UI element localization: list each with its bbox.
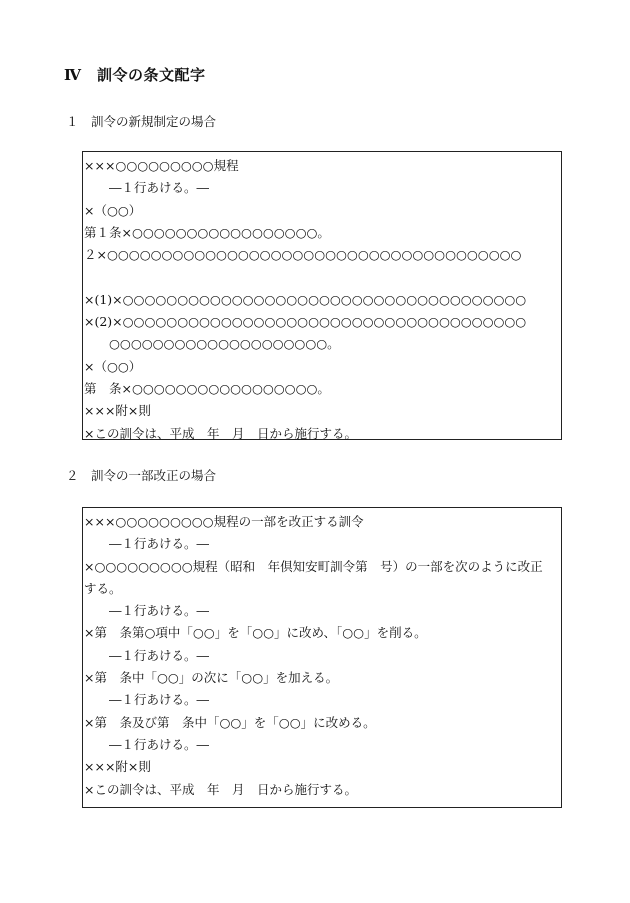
text-line: ―１行あける。― xyxy=(84,736,210,752)
text-line: ―１行あける。― xyxy=(84,180,210,196)
text-line: 第 条×○○○○○○○○○○○○○○○○○。 xyxy=(84,380,330,396)
text-line: ×この訓令は、平成 年 月 日から施行する。 xyxy=(84,425,357,441)
text-line: ×第 条中「○○」の次に「○○」を加える。 xyxy=(84,670,339,686)
text-line: ×（○○） xyxy=(84,202,142,218)
section-heading-amendment: ２ 訓令の一部改正の場合 xyxy=(66,468,217,483)
page-title: Ⅳ 訓令の条文配字 xyxy=(64,66,206,84)
section-heading-new: １ 訓令の新規制定の場合 xyxy=(66,114,217,129)
text-line: ×××○○○○○○○○○規程 xyxy=(84,158,239,173)
text-line: ×(1)×○○○○○○○○○○○○○○○○○○○○○○○○○○○○○○○○○○○○○ xyxy=(84,291,527,307)
text-line: ―１行あける。― xyxy=(84,692,210,708)
text-line: ×（○○） xyxy=(84,358,142,374)
text-line: 第１条×○○○○○○○○○○○○○○○○○。 xyxy=(84,224,330,240)
text-line: ×この訓令は、平成 年 月 日から施行する。 xyxy=(84,781,357,797)
text-line: ×第 条及び第 条中「○○」を「○○」に改める。 xyxy=(84,714,376,730)
text-line: ―１行あける。― xyxy=(84,647,210,663)
text-line: ×○○○○○○○○○規程（昭和 年倶知安町訓令第 号）の一部を次のように改正 xyxy=(84,558,543,574)
text-line: ×××附×則 xyxy=(84,403,151,419)
text-line: ×××○○○○○○○○○規程の一部を改正する訓令 xyxy=(84,514,364,529)
text-line: ―１行あける。― xyxy=(84,536,210,552)
text-line: ―１行あける。― xyxy=(84,603,210,619)
new-enactment-example-box xyxy=(82,151,562,440)
text-line: する。 xyxy=(84,580,122,596)
text-line: ×第 条第○項中「○○」を「○○」に改め、「○○」を削る。 xyxy=(84,625,427,641)
text-line: ×××附×則 xyxy=(84,759,151,775)
text-line: ×(2)×○○○○○○○○○○○○○○○○○○○○○○○○○○○○○○○○○○○○○ xyxy=(84,314,527,330)
text-line xyxy=(83,266,561,288)
text-line: ２×○○○○○○○○○○○○○○○○○○○○○○○○○○○○○○○○○○○○○○ xyxy=(84,247,522,263)
text-line: ○○○○○○○○○○○○○○○○○○○○。 xyxy=(84,336,340,352)
partial-amendment-example-box xyxy=(82,507,562,808)
